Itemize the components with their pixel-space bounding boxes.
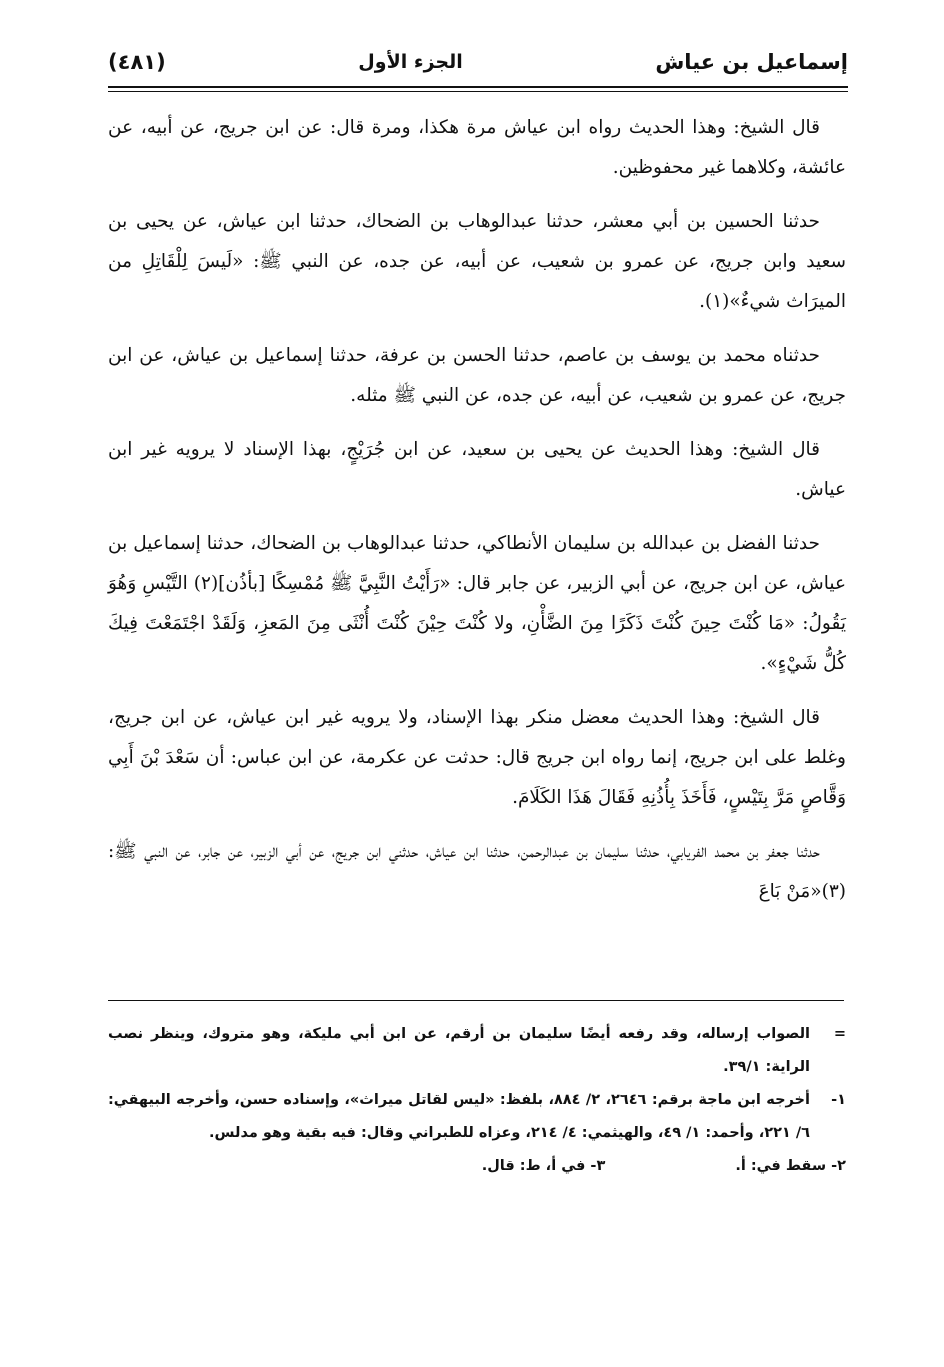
footnote-rule <box>108 1000 844 1001</box>
header-rule <box>108 86 848 92</box>
footnote-1-text: أخرجه ابن ماجة برقم: ٢٦٤٦، ٢/ ٨٨٤، بلفظ: «ليس لقاتل ميراث»، وإسناده حسن، وأخرجه البيهقي: ٦/ ٢٢١، وأحمد: ١/ ٤٩، والهيثمي: ٤/ ٢١٤، وعزاه للطبراني وقال: فيه بقية وهو مدلس. <box>108 1092 810 1141</box>
footnote-1 <box>108 1084 846 1150</box>
footnote-2: ٢- سقط في: أ. <box>735 1158 846 1174</box>
footnotes <box>108 1018 846 1183</box>
paragraph-5: حدثنا الفضل بن عبدالله بن سليمان الأنطاكي، حدثنا عبدالوهاب بن الضحاك، حدثنا إسماعيل بن عياش، عن ابن جريج، عن أبي الزبير، عن جابر قال: «رَأَيْتُ النَّبِيَّ ﷺ مُمْسِكًا [بأذُن](٢) التَّيْسِ وَهُوَ يَقُولُ: «مَا كُنْتَ حِينَ كُنْتَ ذَكَرًا مِنَ الضَّأْنِ، ولا كُنْتَ حِيْنَ كُنْتَ أُنْثَى مِنَ المَعزِ، وَلَقَدْ اجْتَمَعْتَ فِيكَ كُلُّ شَيْءٍ». <box>108 533 846 674</box>
paragraph-2: حدثنا الحسين بن أبي معشر، حدثنا عبدالوهاب بن الضحاك، حدثنا ابن عياش، عن يحيى بن سعيد وابن جريج، عن عمرو بن شعيب، عن أبيه، عن جده، عن النبي ﷺ: «لَيسَ لِلْقَاتِلِ من الميرَاث شيءٌ»(١). <box>108 211 846 312</box>
paragraph-6: قال الشيخ: وهذا الحديث معضل منكر بهذا الإسناد، ولا يرويه غير ابن عياش، عن ابن جريج، وغلط على ابن جريج، إنما رواه ابن جريج قال: حدثت عن عكرمة، عن ابن عباس: أن سَعْدَ بْنَ أَبِي وَقَّاصٍ مَرَّ بِتَيْسٍ، فَأَخَذَ بِأُذُنِهِ فَقَالَ هَذَا الكَلَامَ. <box>108 707 846 808</box>
footnote-3: ٣- في أ، ط: قال. <box>481 1158 606 1174</box>
page-number: (٤٨١) <box>108 50 166 74</box>
part-title: الجزء الأول <box>358 51 463 73</box>
paragraph-4: قال الشيخ: وهذا الحديث عن يحيى بن سعيد، عن ابن جُرَيْجٍ، بهذا الإسناد لا يرويه غير ابن عياش. <box>108 439 846 500</box>
paragraph-1: قال الشيخ: وهذا الحديث رواه ابن عياش مرة هكذا، ومرة قال: عن ابن جريج، عن أبيه، عن عائشة، وكلاهما غير محفوظين. <box>108 117 846 178</box>
footnote-continuation-text: الصواب إرساله، وقد رفعه أيضًا سليمان بن أرقم، عن ابن أبي مليكة، وهو متروك، وينظر نصب الراية: ٣٩/١. <box>108 1026 810 1075</box>
footnotes-2-3 <box>108 1150 846 1183</box>
page-header <box>108 38 848 86</box>
paragraph-3: حدثناه محمد بن يوسف بن عاصم، حدثنا الحسن بن عرفة، حدثنا إسماعيل بن عياش، عن ابن جريج، عن عمرو بن شعيب، عن أبيه، عن جده، عن النبي ﷺ مثله. <box>108 345 846 406</box>
continuation-marker: = <box>833 1026 846 1042</box>
footnote-1-number: ١- <box>831 1092 846 1108</box>
main-text <box>108 108 846 926</box>
running-title: إسماعيل بن عياش <box>655 50 848 74</box>
paragraph-7: حدثنا جعفر بن محمد الفريابي، حدثنا سليمان بن عبدالرحمن، حدثنا ابن عياش، حدثني ابن جريج، عن أبي الزبير، عن جابر، عن النبي ﷺ: (٣)«مَنْ بَاعَ <box>108 841 846 902</box>
footnote-continuation <box>108 1018 846 1084</box>
